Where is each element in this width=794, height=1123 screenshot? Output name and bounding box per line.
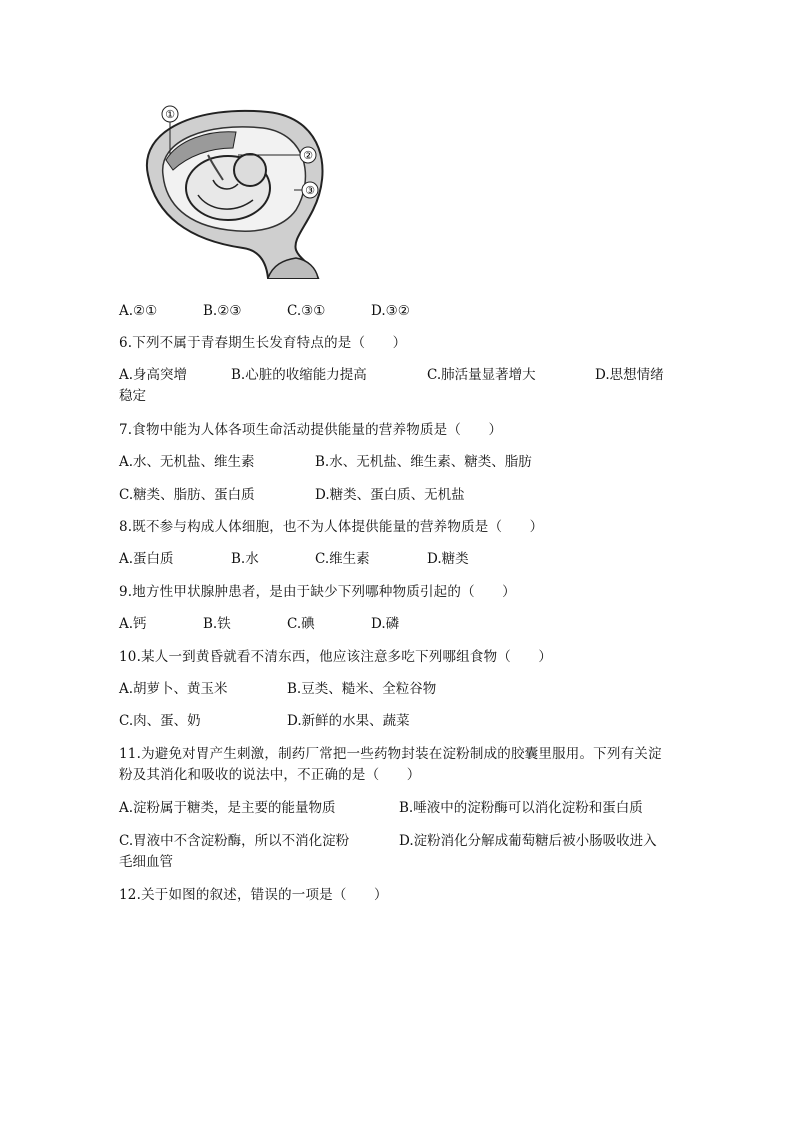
q9-option-d: D.磷 [371, 616, 400, 632]
q7-option-a: A.水、无机盐、维生素 [119, 454, 255, 470]
figure-label-1: ① [165, 108, 175, 121]
q11-option-d-wrap: 毛细血管 [119, 854, 173, 870]
q11-stem-line-2: 粉及其消化和吸收的说法中，不正确的是（ ） [119, 767, 421, 783]
q11-option-c: C.胃液中不含淀粉酶，所以不消化淀粉 [119, 833, 350, 849]
q6-option-b: B.心脏的收缩能力提高 [231, 367, 367, 383]
q8-option-b: B.水 [231, 551, 259, 567]
q7-option-d: D.糖类、蛋白质、无机盐 [315, 487, 465, 503]
q9-stem: 9.地方性甲状腺肿患者，是由于缺少下列哪种物质引起的（ ） [119, 584, 516, 600]
q9-option-b: B.铁 [203, 616, 231, 632]
q7-stem: 7.食物中能为人体各项生命活动提供能量的营养物质是（ ） [119, 422, 503, 438]
q6-stem: 6.下列不属于青春期生长发育特点的是（ ） [119, 335, 407, 351]
q10-stem: 10.某人一到黄昏就看不清东西，他应该注意多吃下列哪组食物（ ） [119, 649, 553, 665]
q5-option-d: D.③② [371, 303, 410, 319]
q11-option-d: D.淀粉消化分解成葡萄糖后被小肠吸收进入 [399, 833, 657, 849]
q12-stem: 12.关于如图的叙述，错误的一项是（ ） [119, 887, 388, 903]
q11-option-a: A.淀粉属于糖类，是主要的能量物质 [119, 800, 336, 816]
q8-option-c: C.维生素 [315, 551, 370, 567]
q9-option-a: A.钙 [119, 616, 147, 632]
q5-option-b: B.②③ [203, 303, 242, 319]
q6-option-d: D.思想情绪 [595, 367, 664, 383]
q5-option-a: A.②① [119, 303, 158, 319]
q10-option-b: B.豆类、糙米、全粒谷物 [287, 681, 437, 697]
fetus-uterus-figure [118, 100, 348, 280]
q7-option-c: C.糖类、脂肪、蛋白质 [119, 487, 255, 503]
q8-stem: 8.既不参与构成人体细胞，也不为人体提供能量的营养物质是（ ） [119, 519, 544, 535]
q10-option-d: D.新鲜的水果、蔬菜 [287, 713, 410, 729]
q11-option-b: B.唾液中的淀粉酶可以消化淀粉和蛋白质 [399, 800, 643, 816]
q10-option-c: C.肉、蛋、奶 [119, 713, 201, 729]
q6-option-d-wrap: 稳定 [119, 388, 146, 404]
figure-label-2: ② [303, 149, 313, 162]
q6-option-c: C.肺活量显著增大 [427, 367, 536, 383]
q7-option-b: B.水、无机盐、维生素、糖类、脂肪 [315, 454, 532, 470]
q9-option-c: C.碘 [287, 616, 315, 632]
q11-stem-line-1: 11.为避免对胃产生刺激，制药厂常把一些药物封装在淀粉制成的胶囊里服用。下列有关淀 [119, 746, 662, 762]
q5-option-c: C.③① [287, 303, 326, 319]
q8-option-a: A.蛋白质 [119, 551, 174, 567]
q10-option-a: A.胡萝卜、黄玉米 [119, 681, 228, 697]
q8-option-d: D.糖类 [427, 551, 469, 567]
figure-label-3: ③ [305, 184, 315, 197]
q6-option-a: A.身高突增 [119, 367, 188, 383]
